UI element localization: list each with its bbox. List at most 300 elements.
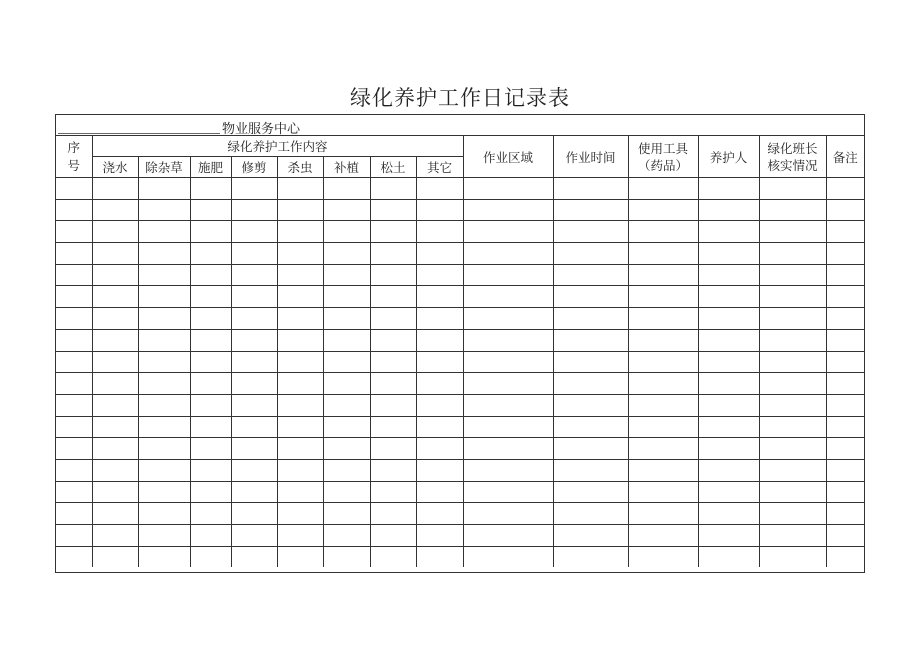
table-cell[interactable] [277,308,323,330]
sub-header-loosening: 松土 [370,157,416,178]
table-cell[interactable] [138,329,190,351]
table-cell[interactable] [231,264,277,286]
table-cell[interactable] [56,546,92,567]
table-cell[interactable] [759,221,826,243]
table-cell[interactable] [370,329,416,351]
table-cell[interactable] [190,221,231,243]
table-cell[interactable] [138,459,190,481]
table-cell[interactable] [190,394,231,416]
table-cell[interactable] [416,351,463,373]
table-cell[interactable] [277,286,323,308]
table-cell[interactable] [231,503,277,525]
table-cell[interactable] [190,351,231,373]
table-cell[interactable] [628,243,698,265]
table-cell[interactable] [759,525,826,547]
table-cell[interactable] [698,221,759,243]
table-cell[interactable] [826,438,864,460]
table-cell[interactable] [190,199,231,221]
table-cell[interactable] [92,525,138,547]
table-cell[interactable] [698,438,759,460]
table-cell[interactable] [190,178,231,200]
table-cell[interactable] [698,178,759,200]
table-cell[interactable] [628,308,698,330]
table-cell[interactable] [231,373,277,395]
table-cell[interactable] [231,243,277,265]
table-cell[interactable] [628,546,698,567]
table-cell[interactable] [759,178,826,200]
table-cell[interactable] [138,178,190,200]
table-cell[interactable] [92,199,138,221]
table-cell[interactable] [138,394,190,416]
table-cell[interactable] [463,329,553,351]
table-body [56,178,864,568]
table-cell[interactable] [463,546,553,567]
table-cell[interactable] [56,286,92,308]
table-cell[interactable] [759,416,826,438]
table-cell[interactable] [826,416,864,438]
table-cell[interactable] [323,438,370,460]
table-cell[interactable] [553,264,628,286]
table-cell[interactable] [826,459,864,481]
table-cell[interactable] [323,546,370,567]
table-cell[interactable] [553,351,628,373]
table-cell[interactable] [698,264,759,286]
table-cell[interactable] [277,221,323,243]
table-cell[interactable] [138,264,190,286]
table-cell[interactable] [231,329,277,351]
table-cell[interactable] [138,546,190,567]
table-cell[interactable] [323,525,370,547]
table-cell[interactable] [759,351,826,373]
table-cell[interactable] [628,221,698,243]
table-cell[interactable] [92,394,138,416]
table-cell[interactable] [698,394,759,416]
sub-header-pest-control: 杀虫 [277,157,323,178]
table-cell[interactable] [277,438,323,460]
table-cell[interactable] [56,394,92,416]
table-cell[interactable] [463,199,553,221]
table-cell[interactable] [463,221,553,243]
table-cell[interactable] [698,525,759,547]
table-cell[interactable] [416,481,463,503]
table-cell[interactable] [416,394,463,416]
table-cell[interactable] [826,329,864,351]
table-cell[interactable] [370,546,416,567]
table-cell[interactable] [370,243,416,265]
table-cell[interactable] [628,525,698,547]
table-cell[interactable] [138,503,190,525]
table-cell[interactable] [370,264,416,286]
table-cell[interactable] [553,329,628,351]
table-cell[interactable] [190,329,231,351]
table-cell[interactable] [138,438,190,460]
table-cell[interactable] [92,416,138,438]
table-cell[interactable] [553,394,628,416]
table-cell[interactable] [138,308,190,330]
table-cell[interactable] [190,525,231,547]
table-cell[interactable] [463,178,553,200]
table-cell[interactable] [416,286,463,308]
table-cell[interactable] [553,221,628,243]
table-cell[interactable] [698,329,759,351]
table-cell[interactable] [56,438,92,460]
table-cell[interactable] [553,438,628,460]
table-cell[interactable] [628,351,698,373]
table-cell[interactable] [231,221,277,243]
table-cell[interactable] [370,481,416,503]
org-blank-line[interactable] [58,133,220,134]
table-cell[interactable] [190,373,231,395]
table-cell[interactable] [56,373,92,395]
table-cell[interactable] [826,243,864,265]
table-cell[interactable] [463,286,553,308]
table-cell[interactable] [323,351,370,373]
table-cell[interactable] [277,178,323,200]
table-cell[interactable] [56,481,92,503]
table-cell[interactable] [231,546,277,567]
table-cell[interactable] [92,243,138,265]
table-cell[interactable] [698,503,759,525]
table-cell[interactable] [370,416,416,438]
work-content-header: 绿化养护工作内容 [92,136,463,157]
table-cell[interactable] [56,199,92,221]
table-cell[interactable] [826,308,864,330]
table-cell[interactable] [56,459,92,481]
table-cell[interactable] [277,351,323,373]
table-cell[interactable] [92,438,138,460]
table-cell[interactable] [231,351,277,373]
table-cell[interactable] [416,525,463,547]
table-cell[interactable] [277,329,323,351]
table-cell[interactable] [277,416,323,438]
table-cell[interactable] [826,351,864,373]
table-cell[interactable] [190,308,231,330]
table-cell[interactable] [553,481,628,503]
table-cell[interactable] [553,308,628,330]
table-cell[interactable] [628,438,698,460]
table-cell[interactable] [416,546,463,567]
table-cell[interactable] [56,308,92,330]
table-cell[interactable] [190,264,231,286]
table-cell[interactable] [698,459,759,481]
sub-header-fertilizing: 施肥 [190,157,231,178]
table-cell[interactable] [416,178,463,200]
table-cell[interactable] [323,394,370,416]
table-row [56,264,864,286]
table-cell[interactable] [759,264,826,286]
table-cell[interactable] [190,286,231,308]
table-cell[interactable] [463,264,553,286]
table-cell[interactable] [190,459,231,481]
table-cell[interactable] [553,373,628,395]
table-cell[interactable] [92,221,138,243]
table-row [56,525,864,547]
table-cell[interactable] [759,459,826,481]
table-row [56,546,864,567]
table-cell[interactable] [698,199,759,221]
table-cell[interactable] [370,351,416,373]
table-cell[interactable] [826,221,864,243]
table-cell[interactable] [826,525,864,547]
table-cell[interactable] [323,243,370,265]
table-cell[interactable] [628,416,698,438]
table-cell[interactable] [323,199,370,221]
table-cell[interactable] [231,178,277,200]
table-cell[interactable] [698,243,759,265]
table-cell[interactable] [277,264,323,286]
table-cell[interactable] [698,286,759,308]
table-row [56,199,864,221]
table-row [56,329,864,351]
seq-header: 序 号 [56,136,92,178]
table-cell[interactable] [416,221,463,243]
table-row [56,373,864,395]
table-cell[interactable] [759,394,826,416]
table-cell[interactable] [759,243,826,265]
table-cell[interactable] [56,178,92,200]
table-cell[interactable] [628,373,698,395]
table-cell[interactable] [231,394,277,416]
table-cell[interactable] [323,178,370,200]
table-cell[interactable] [416,329,463,351]
table-cell[interactable] [416,243,463,265]
table-cell[interactable] [138,416,190,438]
table-cell[interactable] [92,178,138,200]
table-cell[interactable] [277,199,323,221]
table-cell[interactable] [826,199,864,221]
table-cell[interactable] [231,286,277,308]
table-cell[interactable] [628,264,698,286]
table-cell[interactable] [92,503,138,525]
table-cell[interactable] [628,481,698,503]
table-row [56,178,864,200]
table-cell[interactable] [370,459,416,481]
table-cell[interactable] [698,373,759,395]
table-cell[interactable] [231,481,277,503]
org-name: 物业服务中心 [222,122,301,137]
table-cell[interactable] [231,416,277,438]
table-cell[interactable] [277,459,323,481]
table-cell[interactable] [463,351,553,373]
table-cell[interactable] [231,199,277,221]
table-cell[interactable] [56,243,92,265]
table-cell[interactable] [698,351,759,373]
table-cell[interactable] [56,416,92,438]
table-cell[interactable] [463,394,553,416]
table-cell[interactable] [92,373,138,395]
table-cell[interactable] [92,351,138,373]
record-sheet [55,114,865,573]
table-cell[interactable] [759,199,826,221]
sub-header-other: 其它 [416,157,463,178]
table-cell[interactable] [370,503,416,525]
table-cell[interactable] [323,329,370,351]
table-cell[interactable] [231,525,277,547]
table-cell[interactable] [370,199,416,221]
table-row [56,481,864,503]
table-cell[interactable] [759,286,826,308]
table-cell[interactable] [190,546,231,567]
table-cell[interactable] [553,525,628,547]
remark-header: 备注 [826,136,864,178]
table-cell[interactable] [553,286,628,308]
table-cell[interactable] [628,199,698,221]
table-cell[interactable] [416,459,463,481]
table-cell[interactable] [92,329,138,351]
sub-header-pruning: 修剪 [231,157,277,178]
table-cell[interactable] [826,264,864,286]
table-cell[interactable] [138,199,190,221]
table-cell[interactable] [698,481,759,503]
table-cell[interactable] [323,459,370,481]
table-cell[interactable] [370,308,416,330]
table-cell[interactable] [416,308,463,330]
table-cell[interactable] [323,503,370,525]
table-cell[interactable] [277,394,323,416]
table-cell[interactable] [190,243,231,265]
table-cell[interactable] [759,329,826,351]
table-cell[interactable] [553,459,628,481]
table-cell[interactable] [277,546,323,567]
table-cell[interactable] [92,546,138,567]
table-cell[interactable] [826,546,864,567]
area-header: 作业区域 [463,136,553,178]
table-cell[interactable] [553,416,628,438]
table-cell[interactable] [190,416,231,438]
table-cell[interactable] [553,503,628,525]
table-cell[interactable] [190,503,231,525]
table-cell[interactable] [138,525,190,547]
table-cell[interactable] [698,546,759,567]
table-cell[interactable] [277,525,323,547]
table-cell[interactable] [56,525,92,547]
table-cell[interactable] [138,373,190,395]
table-cell[interactable] [92,286,138,308]
table-cell[interactable] [416,264,463,286]
table-cell[interactable] [628,503,698,525]
table-cell[interactable] [628,459,698,481]
table-cell[interactable] [56,329,92,351]
table-cell[interactable] [463,308,553,330]
table-cell[interactable] [92,264,138,286]
table-cell[interactable] [416,373,463,395]
table-cell[interactable] [231,459,277,481]
table-cell[interactable] [463,416,553,438]
table-cell[interactable] [826,286,864,308]
table-cell[interactable] [463,481,553,503]
table-cell[interactable] [370,221,416,243]
check-header: 绿化班长 核实情况 [759,136,826,178]
worker-header: 养护人 [698,136,759,178]
table-cell[interactable] [416,416,463,438]
table-cell[interactable] [231,438,277,460]
table-cell[interactable] [323,481,370,503]
table-cell[interactable] [759,308,826,330]
table-cell[interactable] [826,394,864,416]
table-cell[interactable] [826,503,864,525]
table-cell[interactable] [463,459,553,481]
table-cell[interactable] [628,394,698,416]
table-row [56,351,864,373]
table-cell[interactable] [277,481,323,503]
table-cell[interactable] [323,373,370,395]
table-cell[interactable] [190,438,231,460]
table-cell[interactable] [323,286,370,308]
table-cell[interactable] [553,243,628,265]
table-row [56,286,864,308]
table-cell[interactable] [56,221,92,243]
table-cell[interactable] [190,481,231,503]
table-cell[interactable] [92,481,138,503]
table-cell[interactable] [463,438,553,460]
table-cell[interactable] [277,373,323,395]
table-cell[interactable] [416,438,463,460]
table-cell[interactable] [416,503,463,525]
table-cell[interactable] [463,525,553,547]
table-cell[interactable] [277,503,323,525]
table-cell[interactable] [323,221,370,243]
table-cell[interactable] [698,308,759,330]
table-cell[interactable] [759,481,826,503]
header-row-1 [56,136,864,157]
table-cell[interactable] [826,178,864,200]
table-cell[interactable] [56,503,92,525]
table-cell[interactable] [370,286,416,308]
table-cell[interactable] [628,329,698,351]
table-cell[interactable] [463,243,553,265]
table-cell[interactable] [416,199,463,221]
table-cell[interactable] [759,438,826,460]
table-cell[interactable] [759,373,826,395]
table-cell[interactable] [56,264,92,286]
table-cell[interactable] [698,416,759,438]
table-row [56,416,864,438]
tools-header: 使用工具 （药品） [628,136,698,178]
table-cell[interactable] [92,459,138,481]
table-cell[interactable] [138,286,190,308]
table-cell[interactable] [759,503,826,525]
page-title: 绿化养护工作日记录表 [350,86,570,110]
table-cell[interactable] [370,525,416,547]
table-cell[interactable] [138,243,190,265]
table-cell[interactable] [463,373,553,395]
table-cell[interactable] [138,481,190,503]
table-cell[interactable] [56,351,92,373]
table-cell[interactable] [231,308,277,330]
table-cell[interactable] [277,243,323,265]
table-cell[interactable] [138,221,190,243]
table-cell[interactable] [759,546,826,567]
table-cell[interactable] [553,178,628,200]
table-cell[interactable] [138,351,190,373]
sub-header-weeding: 除杂草 [138,157,190,178]
table-cell[interactable] [553,199,628,221]
table-cell[interactable] [323,264,370,286]
table-cell[interactable] [323,416,370,438]
table-cell[interactable] [370,373,416,395]
table-cell[interactable] [370,394,416,416]
table-cell[interactable] [92,308,138,330]
table-cell[interactable] [553,546,628,567]
table-cell[interactable] [628,286,698,308]
table-cell[interactable] [370,178,416,200]
table-cell[interactable] [323,308,370,330]
table-cell[interactable] [826,373,864,395]
table-cell[interactable] [628,178,698,200]
table-cell[interactable] [463,503,553,525]
table-cell[interactable] [370,438,416,460]
table-cell[interactable] [826,481,864,503]
